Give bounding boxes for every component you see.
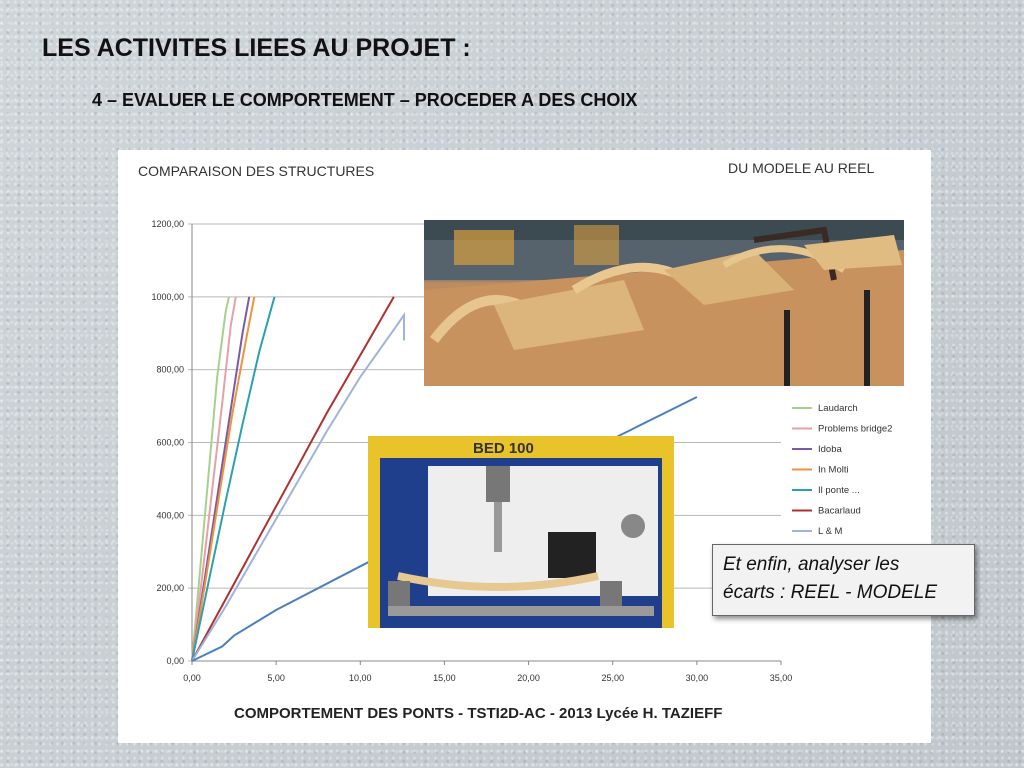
bench-label: BED 100 (473, 440, 534, 457)
test-bench-photo (368, 436, 674, 628)
bridges-photo (424, 220, 904, 386)
series-line-in-molti (192, 297, 254, 661)
x-tick-label: 35,00 (769, 673, 793, 683)
y-tick-label: 1200,00 (151, 219, 184, 229)
slide-subtitle: 4 – EVALUER LE COMPORTEMENT – PROCEDER A DES CHOIX (92, 90, 638, 110)
legend-label: Laudarch (818, 403, 858, 414)
series-line-problems-bridge2 (192, 297, 236, 661)
x-tick-label: 25,00 (601, 673, 624, 683)
x-tick-label: 20,00 (517, 673, 540, 683)
series-line-laudarch (192, 297, 229, 661)
panel-heading-left: COMPARAISON DES STRUCTURES (138, 163, 375, 179)
legend-label: Idoba (818, 444, 842, 455)
conclusion-callout (712, 544, 975, 616)
x-tick-label: 10,00 (349, 673, 372, 683)
series-line-il-ponte (192, 297, 275, 661)
y-tick-label: 200,00 (156, 583, 184, 594)
y-tick-label: 400,00 (156, 510, 184, 521)
y-tick-label: 800,00 (156, 364, 184, 375)
x-tick-label: 0,00 (183, 673, 201, 683)
y-tick-label: 600,00 (156, 437, 184, 448)
chart-panel (118, 150, 931, 743)
test-bench-photo-art (368, 436, 674, 628)
panel-heading-right: DU MODELE AU REEL (728, 160, 875, 176)
x-tick-label: 5,00 (267, 673, 285, 683)
slide-title: LES ACTIVITES LIEES AU PROJET : (42, 34, 471, 62)
x-tick-label: 30,00 (685, 673, 709, 683)
legend-label: Problems bridge2 (818, 423, 893, 435)
legend-label: In Molti (818, 464, 849, 476)
chart-title: COMPORTEMENT DES PONTS - TSTI2D-AC - 2013 Lycée H. TAZIEFF (234, 705, 723, 722)
legend-label: L & M (818, 526, 843, 537)
y-tick-label: 0,00 (166, 656, 184, 666)
y-tick-label: 1000,00 (151, 291, 184, 302)
legend-label: Bacarlaud (818, 505, 861, 517)
callout-line-2: écarts : REEL - MODELE (723, 582, 937, 603)
x-tick-label: 15,00 (433, 673, 456, 683)
bridges-photo-art (424, 220, 904, 386)
legend-label: Il ponte ... (818, 485, 860, 496)
callout-line-1: Et enfin, analyser les (723, 554, 900, 575)
